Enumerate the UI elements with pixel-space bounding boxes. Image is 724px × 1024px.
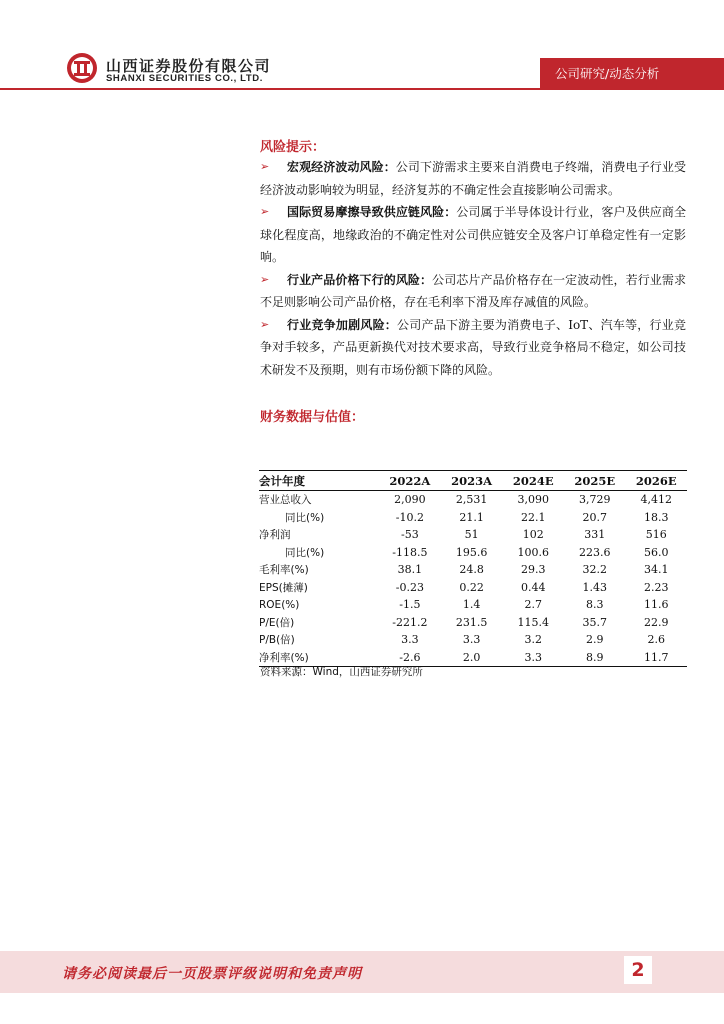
table-cell: 195.6 (455, 545, 488, 559)
table-cell: 1.4 (462, 598, 481, 612)
risk-item-body: 公司芯片产品价格存在一定波动性，若行业需求不足则影响公司产品价格，存在毛利率下滑及库存减值的风险。 (260, 272, 686, 309)
row-label: 净利润 (259, 529, 291, 542)
risk-section-title: 风险提示： (260, 140, 326, 155)
table-cell: -1.5 (399, 598, 421, 612)
risk-item-body: 公司下游需求主要来自消费电子终端，消费电子行业受经济波动影响较为明显，经济复苏的不确定性会直接影响公司需求。 (260, 160, 686, 197)
table-cell: 18.3 (643, 510, 669, 524)
table-row (259, 509, 687, 527)
risk-list (260, 156, 686, 381)
table-cell: 24.8 (459, 563, 484, 577)
row-label: 同比(%) (285, 546, 325, 559)
table-cell: 21.1 (459, 510, 484, 524)
company-logo-icon (66, 52, 98, 84)
table-cell: 2.23 (643, 580, 669, 594)
column-header-year: 2026E (625, 471, 687, 491)
risk-item-heading: 国际贸易摩擦导致供应链风险： (287, 205, 457, 219)
table-cell: 0.44 (520, 580, 546, 594)
table-cell: 2.0 (441, 649, 503, 667)
risk-item (260, 314, 686, 382)
bullet-arrow-icon: ➢ (260, 272, 270, 286)
table-cell: 38.1 (397, 563, 423, 577)
table-cell: 4,412 (640, 493, 672, 507)
table-cell: 8.9 (564, 649, 626, 667)
table-cell: 3,090 (517, 493, 549, 507)
table-cell: 3.3 (462, 633, 481, 647)
table-cell: 2,090 (394, 493, 426, 507)
column-header-year: 2024E (502, 471, 564, 491)
company-name-cn: 山西证券股份有限公司 (106, 57, 272, 75)
risk-item (260, 201, 686, 269)
bullet-arrow-icon: ➢ (260, 205, 270, 218)
table-cell: 223.6 (578, 545, 611, 559)
table-cell: 22.1 (520, 510, 546, 524)
table-cell: 3,729 (578, 493, 611, 507)
table-cell: 100.6 (517, 545, 549, 559)
table-cell: 331 (584, 528, 606, 542)
table-cell: 2.7 (524, 598, 542, 612)
table-cell: -0.23 (395, 580, 424, 594)
table-cell: 115.4 (517, 615, 549, 629)
table-row (259, 561, 687, 579)
row-label: ROE(%) (259, 598, 300, 611)
table-cell: 0.22 (459, 580, 484, 594)
header-divider (0, 88, 724, 90)
disclaimer-notice: 请务必阅读最后一页股票评级说明和免责声明 (62, 966, 362, 982)
row-label: 同比(%) (285, 511, 325, 524)
row-label: 营业总收入 (259, 494, 312, 507)
table-cell: 34.1 (643, 563, 669, 577)
finance-section-title: 财务数据与估值： (260, 410, 365, 425)
table-cell: -2.6 (379, 649, 441, 667)
page-header (0, 0, 724, 100)
risk-item-heading: 宏观经济波动风险： (287, 160, 396, 174)
row-label: 净利率(%) (259, 649, 379, 667)
table-row (259, 491, 687, 509)
table-cell: 102 (522, 528, 544, 542)
table-cell: -53 (401, 528, 419, 542)
table-cell: 29.3 (520, 563, 546, 577)
table-cell: 3.3 (401, 633, 419, 647)
column-header-label: 会计年度 (259, 471, 379, 491)
table-cell: 11.7 (625, 649, 687, 667)
table-row (259, 579, 687, 597)
table-header-row (259, 471, 687, 491)
table-cell: 56.0 (643, 545, 669, 559)
risk-item (260, 269, 686, 314)
table-cell: 231.5 (455, 615, 488, 629)
data-source-note: 资料来源：Wind，山西证券研究所 (260, 666, 423, 678)
financial-table (259, 470, 687, 667)
row-label: P/E(倍) (259, 616, 295, 629)
risk-item-heading: 行业产品价格下行的风险： (287, 272, 433, 287)
table-cell: 8.3 (585, 598, 604, 612)
page-number: 2 (624, 956, 652, 984)
report-type-label: 公司研究/动态分析 (555, 66, 660, 81)
table-cell: 22.9 (643, 615, 669, 629)
risk-item (260, 156, 686, 201)
table-cell: 1.43 (582, 580, 607, 594)
bullet-arrow-icon: ➢ (260, 160, 270, 173)
table-row (259, 544, 687, 562)
table-row (259, 614, 687, 632)
bullet-arrow-icon: ➢ (260, 317, 270, 331)
row-label: 毛利率(%) (259, 564, 309, 577)
risk-item-body: 公司产品下游主要为消费电子、IoT、汽车等，行业竞争对手较多，产品更新换代对技术要求高，导致行业竞争格局不稳定，如公司技术研发不及预期，则有市场份额下降的风险。 (260, 317, 686, 377)
column-header-year: 2025E (564, 471, 626, 491)
risk-item-heading: 行业竞争加剧风险： (287, 317, 398, 332)
table-cell: 2.9 (585, 633, 604, 647)
company-name-en: SHANXI SECURITIES CO., LTD. (106, 73, 263, 84)
table-row (259, 631, 687, 649)
column-header-year: 2022A (379, 471, 441, 491)
table-cell: -118.5 (392, 545, 428, 559)
table-cell: 2.6 (647, 633, 665, 647)
table-cell: 3.3 (502, 649, 564, 667)
table-cell: 3.2 (524, 633, 542, 647)
table-cell: -10.2 (395, 510, 424, 524)
risk-item-body: 公司属于半导体设计行业，客户及供应商全球化程度高，地缘政治的不确定性对公司供应链安全及客户订单稳定性有一定影响。 (260, 205, 686, 264)
table-row (259, 596, 687, 614)
column-header-year: 2023A (441, 471, 503, 491)
table-cell: 32.2 (582, 563, 607, 577)
table-cell: 516 (645, 528, 667, 542)
table-cell: 2,531 (455, 493, 488, 507)
row-label: EPS(摊薄) (259, 581, 308, 594)
table-cell: 35.7 (582, 615, 607, 629)
table-cell: -221.2 (392, 615, 428, 629)
table-cell: 11.6 (643, 598, 669, 612)
table-cell: 51 (464, 528, 479, 542)
table-row (259, 526, 687, 544)
row-label: P/B(倍) (259, 634, 295, 647)
table-cell: 20.7 (582, 510, 607, 524)
